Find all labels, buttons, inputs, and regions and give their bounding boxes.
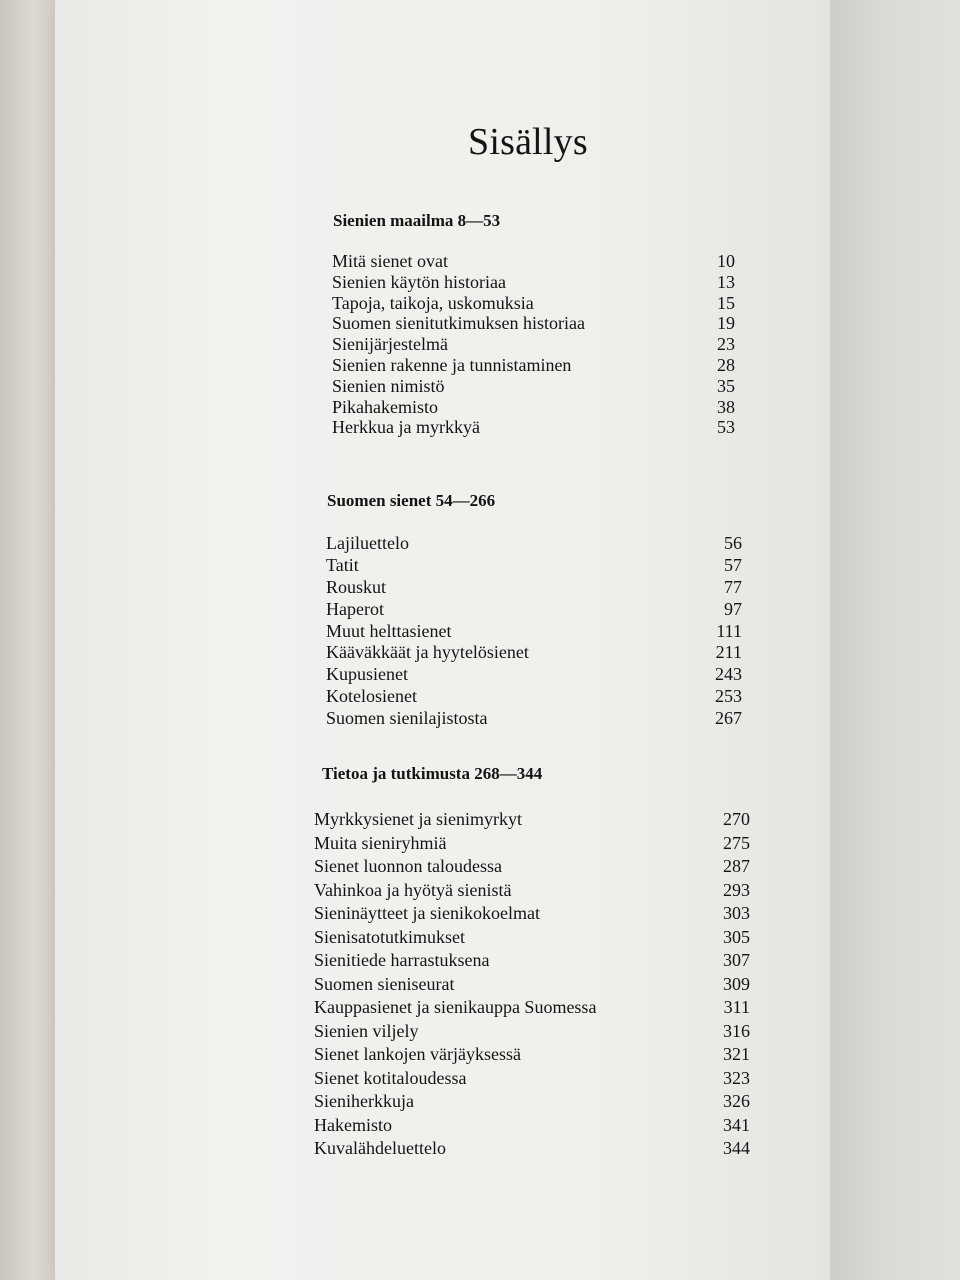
toc-entry-page: 211 [715, 642, 742, 663]
toc-entry-page: 56 [724, 533, 742, 553]
toc-entry[interactable] [314, 902, 750, 926]
facing-page-edge [830, 0, 960, 1280]
toc-entry-page: 253 [715, 686, 742, 707]
toc-entry[interactable] [326, 686, 742, 708]
toc-entry[interactable] [314, 1090, 750, 1114]
toc-entry-title: Mitä sienet ovat [332, 251, 448, 271]
toc-entry[interactable] [332, 313, 735, 334]
toc-entry-page: 243 [715, 664, 742, 685]
toc-entry-page: 293 [723, 879, 750, 900]
toc-entry-page: 10 [717, 251, 735, 271]
toc-entry-title: Kupusienet [326, 664, 408, 685]
section-heading-tietoa-ja-tutkimusta: Tietoa ja tutkimusta 268—344 [322, 764, 543, 783]
toc-entry-page: 323 [723, 1067, 750, 1088]
toc-entry-page: 77 [724, 576, 742, 597]
section-heading-sienien-maailma: Sienien maailma 8—53 [333, 211, 501, 230]
toc-entry[interactable] [314, 1114, 750, 1138]
toc-entry[interactable] [332, 376, 735, 397]
toc-entry-title: Kotelosienet [326, 686, 417, 707]
toc-entry-title: Sienisatotutkimukset [314, 926, 465, 947]
toc-entry[interactable] [326, 555, 742, 577]
toc-entry[interactable] [314, 1043, 750, 1067]
toc-entry-title: Myrkkysienet ja sienimyrkyt [314, 809, 522, 829]
toc-entry[interactable] [314, 926, 750, 950]
toc-entry-title: Sienet kotitaloudessa [314, 1067, 467, 1088]
toc-entry-title: Sienet lankojen värjäyksessä [314, 1044, 521, 1064]
toc-entry-title: Vahinkoa ja hyötyä sienistä [314, 879, 512, 900]
toc-entry[interactable] [326, 577, 742, 599]
toc-entry[interactable] [332, 272, 735, 293]
toc-entry[interactable] [314, 1137, 750, 1161]
toc-entry-page: 303 [723, 903, 750, 923]
toc-entry[interactable] [314, 855, 750, 879]
toc-entry[interactable] [326, 599, 742, 621]
toc-entry-title: Sienitiede harrastuksena [314, 950, 490, 970]
toc-list-sienien-maailma [332, 251, 735, 438]
toc-entry[interactable] [332, 355, 735, 376]
toc-entry[interactable] [314, 879, 750, 903]
toc-entry-title: Suomen sienitutkimuksen historiaa [332, 313, 585, 334]
toc-entry-page: 57 [724, 554, 742, 575]
toc-entry-title: Herkkua ja myrkkyä [332, 417, 480, 438]
toc-entry-page: 326 [723, 1091, 750, 1111]
toc-entry[interactable] [314, 996, 750, 1020]
toc-entry-page: 97 [724, 598, 742, 619]
toc-entry-page: 111 [716, 620, 742, 641]
section-heading-suomen-sienet: Suomen sienet 54—266 [327, 491, 496, 510]
toc-entry-title: Sienet luonnon taloudessa [314, 856, 502, 876]
toc-entry-title: Hakemisto [314, 1114, 392, 1135]
toc-entry-page: 19 [717, 313, 735, 334]
toc-list-suomen-sienet [326, 533, 742, 730]
toc-entry-title: Sienien nimistö [332, 375, 445, 396]
toc-entry-title: Muita sieniryhmiä [314, 832, 447, 853]
toc-entry[interactable] [332, 417, 735, 438]
page-title: Sisällys [468, 121, 588, 163]
toc-entry-page: 35 [717, 375, 735, 396]
toc-entry-page: 270 [723, 809, 750, 829]
toc-entry-page: 275 [723, 832, 750, 853]
toc-entry-title: Sienijärjestelmä [332, 334, 448, 355]
toc-entry-page: 28 [717, 354, 735, 375]
toc-entry[interactable] [326, 708, 742, 730]
toc-entry[interactable] [314, 808, 750, 832]
toc-entry-page: 305 [723, 926, 750, 947]
toc-entry-page: 341 [723, 1114, 750, 1135]
toc-entry-title: Kuvalähdeluettelo [314, 1138, 446, 1158]
toc-entry-page: 321 [723, 1044, 750, 1064]
toc-entry[interactable] [314, 949, 750, 973]
toc-entry-title: Lajiluettelo [326, 533, 409, 553]
toc-entry-page: 309 [723, 973, 750, 994]
toc-entry-title: Kääväkkäät ja hyytelösienet [326, 642, 529, 663]
toc-entry[interactable] [332, 251, 735, 272]
toc-entry-title: Sienien käytön historiaa [332, 271, 506, 292]
toc-entry-title: Sienien viljely [314, 1020, 419, 1041]
toc-entry-title: Suomen sienilajistosta [326, 708, 488, 729]
toc-entry-page: 344 [723, 1138, 750, 1158]
toc-entry[interactable] [326, 533, 742, 555]
toc-entry-page: 267 [715, 708, 742, 729]
toc-entry-title: Tatit [326, 554, 359, 575]
toc-entry-page: 307 [723, 950, 750, 970]
toc-entry-page: 23 [717, 334, 735, 355]
toc-entry[interactable] [332, 397, 735, 418]
toc-entry-page: 287 [723, 856, 750, 876]
toc-entry-page: 13 [717, 271, 735, 292]
toc-entry-title: Kauppasienet ja sienikauppa Suomessa [314, 997, 597, 1017]
toc-entry[interactable] [326, 664, 742, 686]
toc-entry-title: Sieninäytteet ja sienikokoelmat [314, 903, 540, 923]
toc-entry[interactable] [326, 642, 742, 664]
toc-entry[interactable] [314, 1020, 750, 1044]
toc-entry-title: Pikahakemisto [332, 396, 438, 417]
toc-entry-title: Sienien rakenne ja tunnistaminen [332, 354, 572, 375]
toc-list-tietoa-ja-tutkimusta [314, 808, 750, 1161]
toc-entry-title: Muut helttasienet [326, 620, 452, 641]
toc-entry-title: Rouskut [326, 576, 387, 597]
toc-entry[interactable] [326, 621, 742, 643]
toc-entry-title: Sieniherkkuja [314, 1091, 414, 1111]
toc-entry-page: 316 [723, 1020, 750, 1041]
toc-entry[interactable] [314, 832, 750, 856]
toc-entry[interactable] [314, 1067, 750, 1091]
toc-entry-page: 53 [717, 417, 735, 438]
toc-entry-title: Suomen sieniseurat [314, 973, 455, 994]
toc-entry-page: 38 [717, 396, 735, 417]
toc-entry[interactable] [314, 973, 750, 997]
toc-entry[interactable] [332, 293, 735, 314]
toc-entry-title: Haperot [326, 598, 384, 619]
toc-entry-title: Tapoja, taikoja, uskomuksia [332, 292, 534, 313]
book-spine-edge [0, 0, 56, 1280]
toc-entry-page: 15 [717, 292, 735, 313]
toc-entry-page: 311 [723, 997, 750, 1017]
toc-entry[interactable] [332, 334, 735, 355]
